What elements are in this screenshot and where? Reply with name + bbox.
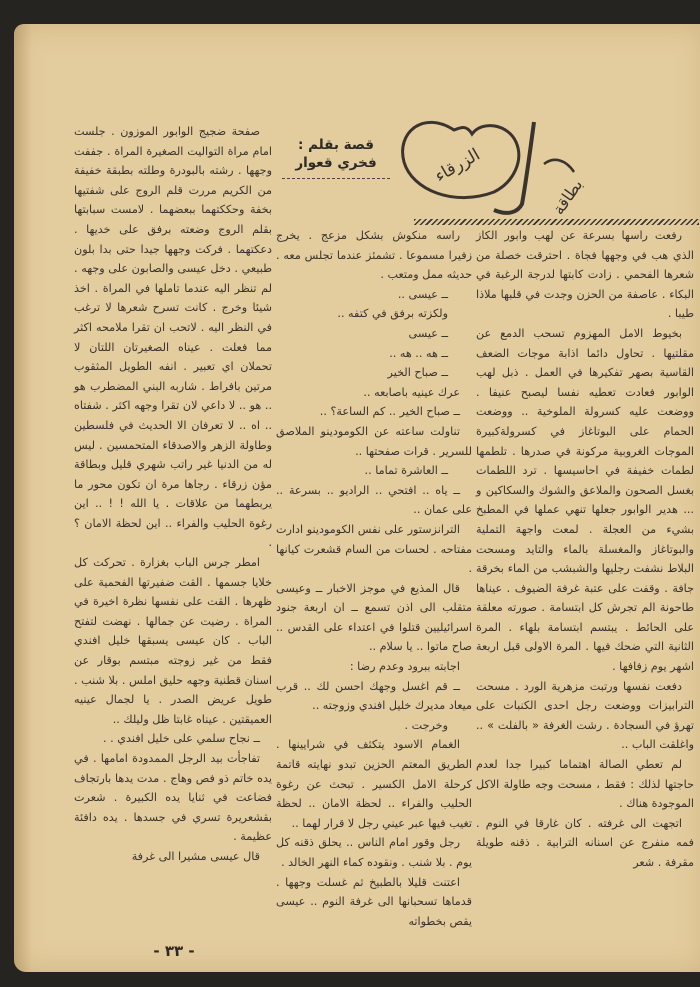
dialogue-line: ــ صباح الخير <box>387 366 448 380</box>
paragraph: صفحة ضجيج الوابور الموزون . جلست امام مراة التواليت الصغيرة المراة . جففت وجهها . رشته بالبودرة وطلته بطبقة خفيفة من الكريم مررت قلم الروج على شفتيها بخفة وحككتهما ببعضهما . لامست سبابتها بقلم الروج وضعته برفق على خديها . دعكتهما . فركت وجهها جيدا حتى بدا بلون طبيعي . دخل عيسى والصابون على وجهه . لم تنظر اليه عندما تاملها في المراة . اخذ شيئا وخرج . كانت تسرح شعرها لا ترغب في النظر اليه . لاتحب ان تقرا ملامحه اكثر مما فعلت . عيناه الصغيرتان اللتان لا تحملان اي تعبير . انفه الطويل المثقوب مرتين بافراط . شاربه البني المضطرب هو .. هو .. لا داعي لان تقرا وجهه اكثر . شفتاه .. اه .. لا تعرفان الا الحديث في فلسطين وطاولة الزهر والاصدقاء المتحمسين . ليس له من الدنيا غير راتب شهري قليل وبطاقة مؤن زرقاء . رجاها مرة ان تكون محور ما يربطهما من علاقات . يا الله ! ! .. اين رغوة الحليب والفراء .. اين لحظة الامان ؟ . <box>74 125 272 550</box>
column-left <box>74 122 272 867</box>
paragraph: ولكزته برفق في كتفه .. <box>337 307 448 321</box>
paragraph: اجابته ببرود وعدم رضا : <box>349 660 460 674</box>
paragraph: تفاجأت بيد الرجل الممدودة امامها . في يده خاتم ذو فص وهاج . مدت يدها بارتجاف فضاعت في ثنايا يده الكبيرة . شعرت بقشعريرة تسري في جسدها . يده دافئة عظيمة . <box>74 752 272 844</box>
dialogue-line: ــ العاشرة تماما .. <box>364 464 448 478</box>
page-number: - ٣٣ - <box>153 942 195 960</box>
paragraph: اعتنت قليلا بالطبيخ ثم غسلت وجهها . قدماها تسحبانها الى غرفة النوم .. عيسى يقص بخطواته <box>276 875 472 928</box>
column-middle <box>276 226 472 931</box>
decorative-divider <box>414 219 699 225</box>
svg-text:الزرقاء: الزرقاء <box>431 144 484 187</box>
paragraph: رفعت راسها بسرعة عن لهب وابور الكاز الذي هب في وجهها فجاة . احترقت خصلة من شعرها الفحمي . زادت كابتها لدرجة الرغبة في البكاء . عاصفة من الحزن وجدت في قلبها ملاذا طيبا . <box>476 229 694 321</box>
paragraph: قال عيسى مشيرا الى غرفة <box>131 849 260 863</box>
paragraph: امطر جرس الباب بغزارة . تحركت كل خلايا جسمها . القت ضفيرتها الفحمية على ظهرها . القت على نفسها نظرة اخيرة في المراة . رضيت عن جمالها . نهضت لتفتح الباب . كان عيسى يسبقها خليل افندي فقط من غير زوجته مبتسم بوقار عن اسنان قطنية وجهه حليق املس . بلا شنب . طويل عريض الصدر . يا لجمال عينيه العميقتين . عيناه غابتا ظل وليلك .. <box>74 556 272 726</box>
column-right <box>476 226 694 873</box>
paragraph: راسه منكوش بشكل مزعج . يخرج زفيرا مسموعا . تشمئز عندما تجلس معه . حديثه ممل ومتعب . <box>276 229 472 282</box>
paragraph: قال المذيع في موجز الاخبار ــ وعيسى متقلب الى اذن تسمع ــ ان اربعة جنود اسرائيليين قتلوا في اعتداء على القدس .. صاح ماتوا .. يا سلام .. <box>276 581 472 654</box>
paragraph: تناولت ساعته عن الكومودينو الملاصق للسرير . قرات صفحتها .. <box>276 424 472 458</box>
author-name: فخري قعوار <box>295 155 377 171</box>
dialogue-line: ــ عيسى .. <box>397 287 448 301</box>
dialogue-line: ــ ياه .. افتحي .. الراديو .. بسرعة .. على عمان .. <box>276 483 472 517</box>
dialogue-line: ــ عيسى <box>408 326 448 340</box>
paragraph: بخيوط الامل المهزوم تسحب الدمع عن مقلتيها . تحاول دائما اذابة موجات الضعف القاسية بصهر تفكيرها في العمل . ذبل لهب الوابور فعادت تعطيه نفسا ليصبح عنيفا . ووضعت عليه كسرولة الملوخية .. ووضعت الحمام على البوتاغاز في كسرولةكبيرة الموجات الغروبية مركونة في صدرها . تلطمها لطمات خفيفة في احاسيسها . ترد اللطمات بغسل الصحون والملاعق والشوك والسكاكين و ... هدير الوابور جعلها تنهي عملها في المطبخ بشيء من العجلة . لمعت واجهة التملية والبوتاغاز والمغسلة بالماء والتايد ومسحت البلاط نشفت رجليها والشبشب من الماء بخرقة جافة . وقفت على عتبة غرفة الضيوف . عيناها طاحونة الم تجرش كل ابتسامة . صورته معلقة على الحائط . يبتسم ابتسامة بلهاء . المرة الثانية التي ضحك فيها . المرة الاولى قبل اربعة اشهر يوم زفافها . <box>476 326 694 674</box>
paragraph: وخرجت . <box>404 718 448 732</box>
paragraph: لم تعطي الصالة اهتماما كبيرا جدا لعدم حاجتها لذلك : فقط ، مسحت وجه طاولة الاكل الموجودة هناك . <box>476 758 694 811</box>
paragraph: دفعت نفسها ورتبت مزهرية الورد . مسحت الترابيزات ووضعت رجل احدى الكنبات على تهرؤ في السجادة . رشت الغرفة « بالفلت » .. واغلقت الباب .. <box>476 679 694 752</box>
byline-divider <box>282 178 390 179</box>
magazine-page <box>14 24 700 972</box>
svg-text:بطاقة: بطاقة <box>548 175 587 217</box>
paragraph: الغمام الاسود يتكثف في شرايينها . الطريق المعتم الحزين تبدو نهايته قاتمة كرحلة الامل الكسير . تبحث عن رغوة الحليب والفراء .. لحظة الامان .. لحظة تغيب فيها عبر عيني رجل لا قرار لهما .. <box>276 738 472 830</box>
byline-label: قصة بقلم : <box>297 137 374 153</box>
dialogue-line: ــ قم اغسل وجهك احسن لك .. قرب ميعاد مديرك خليل افندي وزوجته .. <box>276 679 472 713</box>
byline <box>282 136 390 179</box>
dialogue-line: ــ نجاح سلمي على خليل افندي . . <box>102 732 260 746</box>
story-title <box>394 112 594 217</box>
dialogue-line: ــ هه .. هه .. <box>389 346 448 360</box>
paragraph: اتجهت الى غرفته . كان غارقا في النوم . فمه منفرج عن اسنانه الترابية . ذقنه طويلة مقرفة . شعر <box>476 816 694 869</box>
paragraph: الترانزستور على نفس الكومودينو ادارت مفتاحه . لحسات من السام قشعرت كيانها . <box>276 522 472 576</box>
paragraph: عرك عينيه باصابعه .. <box>363 385 460 399</box>
paragraph: رجل وقور امام الناس .. يحلق ذقنه كل يوم . بلا شنب . ونقوده كماء النهر الخالد . <box>276 836 472 869</box>
calligraphy-heart-title <box>394 112 594 217</box>
dialogue-line: ــ صباح الخير .. كم الساعة؟ .. <box>319 405 460 419</box>
